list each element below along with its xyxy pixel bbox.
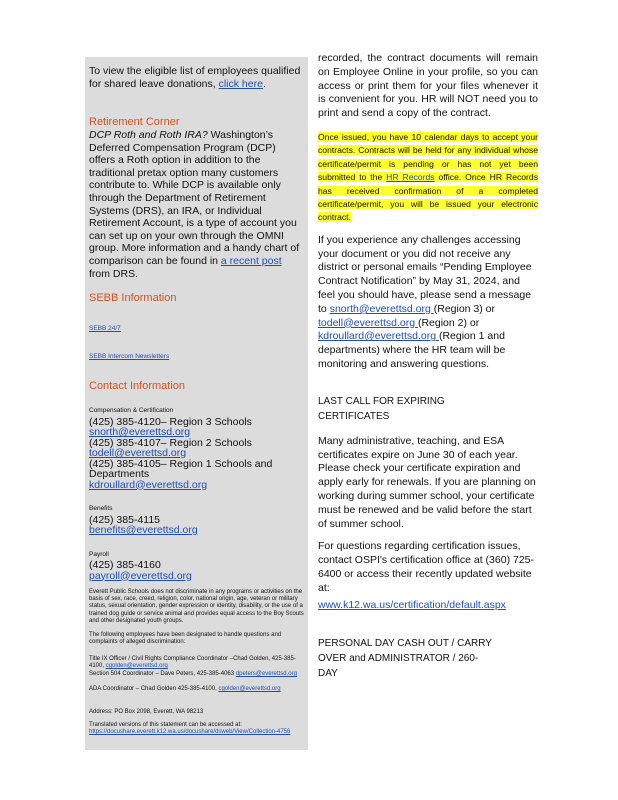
ospi-certification-link[interactable]: www.k12.wa.us/certification/default.aspx: [318, 598, 506, 611]
retirement-paragraph: DCP Roth and Roth IRA? Washington’s Deferred Compensation Program (DCP) offers a Roth option in addition to the traditional pretax option many customers contribute to. While DCP is available only through the Department of Retirement Systems (DRS), an IRA, or Individual Retirement Account, is a type of account you can set up on your own through the OMNI group. More information and a handy chart of comparison can be found in a recent post from DRS.: [89, 129, 300, 280]
right-column: [318, 52, 538, 681]
contact-heading: Contact Information: [89, 380, 185, 392]
shared-leave-link[interactable]: click here: [218, 77, 263, 90]
dpeters-email-link[interactable]: dpeters@everettsd.org: [235, 671, 297, 677]
cgolden-email-link[interactable]: cgolden@everettsd.org: [105, 663, 168, 670]
designated-employees: The following employees have been designated to handle questions and complaints of alleged discrimination:: [89, 632, 282, 646]
nondiscrimination-statement: Everett Public Schools does not discriminate in any programs or activities on the basis of sex, race, creed, religion, color, national origin, age, veteran or military status, sexual orientation, gender expression or identity, disability, or the use of a trained dog guide or service animal and provides equal access to the Boy Scouts and other designated youth groups.: [89, 589, 304, 624]
contract-help-paragraph: If you experience any challenges accessing your document or you did not receive any district or personal emails “Pending Employee Contract Notification” by May 31, 2024, and feel you should have, please send a message to snorth@everettsd.org (Region 3) or todell@everettsd.org (Region 2) or kdroullard@everettsd.org (Region 1 and departments) where the HR team will be monitoring and answering questions.: [318, 233, 532, 370]
contract-paragraph: recorded, the contract documents will remain on Employee Online in your profile, so you can access or print them for your files whenever it is convenient for you. HR will NOT need you to print and send a copy of the contract.: [318, 52, 538, 120]
highlighted-contract-note: Once issued, you have 10 calendar days to accept your contracts. Contracts will be held for any individual whose certificate/permit is pending or has not yet been submitted to the HR Records office. Once HR Records has received confirmation of a completed certificate/permit, you will be issued your electronic contract.: [318, 131, 538, 223]
kdroullard-email-link-2[interactable]: kdroullard@everettsd.org: [318, 330, 439, 343]
personal-day-heading: PERSONAL DAY CASH OUT / CARRY OVER and ADMINISTRATOR / 260-DAY: [318, 638, 492, 680]
translated-versions: Translated versions of this statement can be accessed at: https://docushare.everett.k12.wa.us/docushare/dsweb/View/Collection-4756: [89, 722, 291, 736]
shared-leave-paragraph: To view the eligible list of employees qualified for shared leave donations, click here.: [89, 65, 301, 90]
comp-line: (425) 385-4107– Region 2 Schools: [89, 436, 252, 449]
benefits-phone: (425) 385-4115: [89, 513, 161, 526]
cgolden-ada-email-link[interactable]: cgolden@everettsd.org: [218, 686, 281, 692]
certification-questions-paragraph: For questions regarding certification issues, contact OSPI's certification office at (360) 725-6400 or access their recently updated website at:: [318, 540, 534, 594]
sebb-247-link[interactable]: SEBB 24/7: [89, 325, 121, 332]
comp-line: (425) 385-4105– Region 1 Schools and Departments: [89, 457, 273, 480]
recent-post-link[interactable]: a recent post: [220, 254, 282, 267]
title-ix-contact: Title IX Officer / Civil Rights Compliance Coordinator –Chad Golden, 425-385-4100, cgolden@everettsd.org: [89, 656, 296, 670]
comp-line: (425) 385-4120– Region 3 Schools: [89, 415, 252, 428]
payroll-phone: (425) 385-4160: [89, 559, 161, 571]
kdroullard-email-link[interactable]: kdroullard@everettsd.org: [89, 478, 208, 491]
translated-versions-link[interactable]: https://docushare.everett.k12.wa.us/docushare/dsweb/View/Collection-4756: [89, 729, 291, 736]
hr-records-link[interactable]: HR Records: [386, 172, 435, 183]
district-address: Address: PO Box 2098, Everett, WA 98213: [89, 709, 204, 715]
payroll-email-link[interactable]: payroll@everettsd.org: [89, 569, 192, 582]
sebb-heading: SEBB Information: [89, 292, 177, 304]
retirement-heading: Retirement Corner: [89, 116, 180, 128]
expiring-certificates-paragraph: Many administrative, teaching, and ESA certificates expire on June 30 of each year. Please check your certificate expiration and apply early for renewals. If you are planning on working during summer school, your certificate must be renewed and be valid before the start of summer school.: [318, 434, 536, 530]
section-504-contact: Section 504 Coordinator – Dave Peters, 425-385-4063 dpeters@everettsd.org: [89, 671, 297, 677]
contact-block: [89, 406, 304, 581]
benefits-email-link[interactable]: benefits@everettsd.org: [89, 524, 198, 536]
payroll-label: Payroll: [89, 550, 109, 558]
sebb-newsletters-link[interactable]: SEBB Intercom Newsletters: [89, 353, 170, 360]
todell-email-link[interactable]: todell@everettsd.org: [89, 447, 187, 459]
snorth-email-link-2[interactable]: snorth@everettsd.org: [329, 302, 434, 315]
todell-email-link-2[interactable]: todell@everettsd.org: [318, 316, 418, 329]
ada-contact: ADA Coordinator – Chad Golden 425-385-4100, cgolden@everettsd.org: [89, 686, 281, 692]
expiring-certificates-heading: LAST CALL FOR EXPIRING CERTIFICATES: [318, 395, 445, 422]
snorth-email-link[interactable]: snorth@everettsd.org: [89, 426, 191, 438]
benefits-label: Benefits: [89, 505, 113, 512]
comp-label: Compensation & Certification: [89, 407, 174, 414]
